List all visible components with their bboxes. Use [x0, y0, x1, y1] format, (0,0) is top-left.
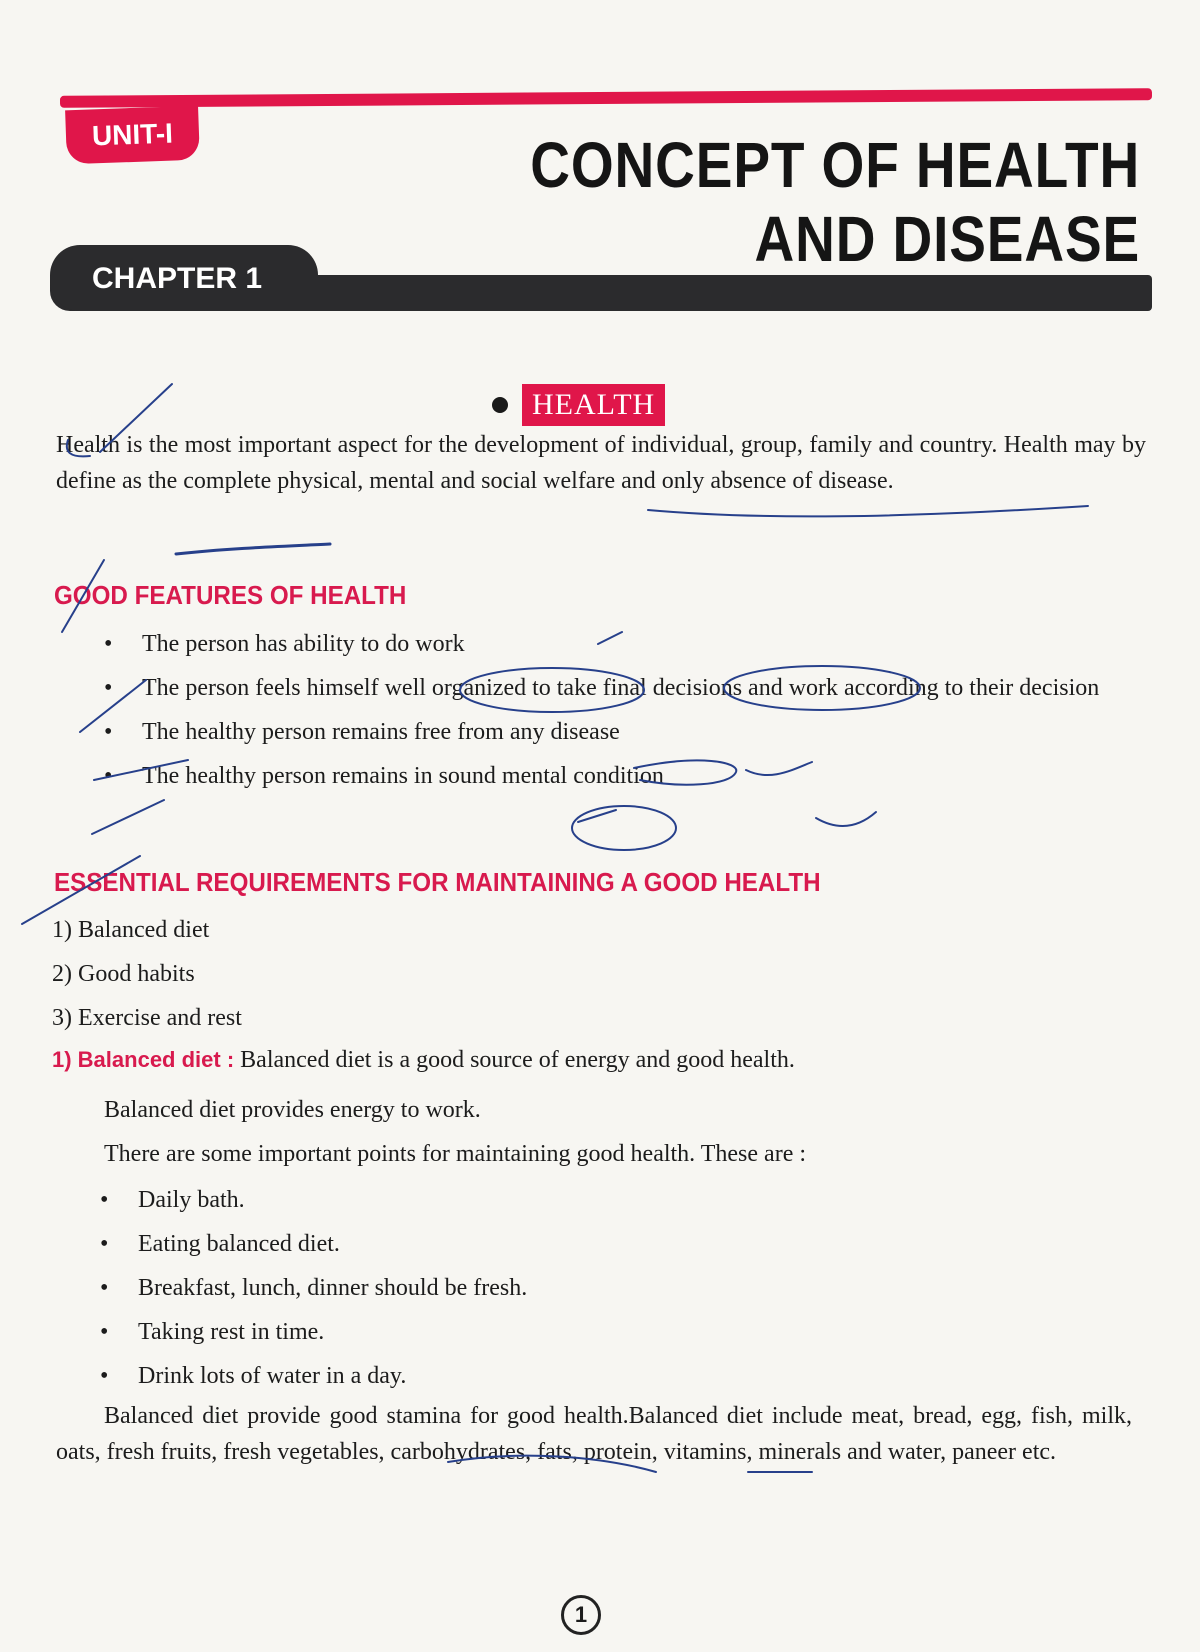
tick-mark	[67, 440, 90, 456]
chapter-badge: CHAPTER 1	[50, 245, 318, 311]
list-item: • Eating balanced diet.	[138, 1226, 1038, 1262]
handwritten-marks	[22, 384, 1088, 1472]
list-item: • Drink lots of water in a day.	[138, 1358, 1038, 1394]
pen-stroke	[22, 856, 140, 924]
section-label: HEALTH	[522, 384, 665, 426]
page-number: 1	[561, 1595, 601, 1635]
circle-mark	[634, 760, 736, 784]
list-item: 1) Balanced diet	[52, 917, 210, 943]
bullet-icon: •	[100, 1231, 109, 1257]
bullet-icon: •	[100, 1319, 109, 1345]
list-item: • Taking rest in time.	[138, 1314, 1038, 1350]
chapter-title-line-1: CONCEPT OF HEALTH	[530, 129, 1140, 201]
balanced-diet-line-2: Balanced diet provides energy to work.	[104, 1097, 481, 1123]
balanced-diet-line-3: There are some important points for maintaining good health. These are :	[104, 1141, 807, 1167]
list-item: • The healthy person remains in sound mental condition	[142, 758, 1142, 794]
list-item: 3) Exercise and rest	[52, 1005, 242, 1031]
good-features-heading: GOOD FEATURES OF HEALTH	[54, 580, 407, 610]
list-item: • Daily bath.	[138, 1182, 1038, 1218]
requirements-heading: ESSENTIAL REQUIREMENTS FOR MAINTAINING A GOOD HEALTH	[54, 867, 821, 897]
closing-paragraph: Balanced diet provide good stamina for good health.Balanced diet include meat, bread, egg, fish, milk, oats, fresh fruits, fresh vegetables, carbohydrates, fats, protein, vitamins, minerals and water, paneer etc.	[56, 1403, 1132, 1465]
balanced-diet-text: Balanced diet is a good source of energy and good health.	[240, 1047, 795, 1073]
bullet-icon: •	[100, 1363, 109, 1389]
tick-mark	[746, 762, 812, 775]
circle-mark	[572, 806, 676, 850]
bullet-icon: •	[104, 719, 113, 745]
circle-mark	[724, 666, 920, 710]
pen-stroke	[80, 680, 146, 732]
underline-mark	[648, 506, 1088, 516]
chapter-title-line-2: AND DISEASE	[754, 203, 1140, 275]
circle-mark	[460, 668, 644, 712]
balanced-diet-title: 1) Balanced diet :	[52, 1047, 235, 1072]
tick-mark	[598, 632, 622, 644]
bullet-icon: •	[104, 675, 113, 701]
bullet-icon: •	[100, 1275, 109, 1301]
pen-stroke	[92, 800, 164, 834]
unit-badge: UNIT-I	[65, 106, 200, 165]
list-item: • Breakfast, lunch, dinner should be fresh.	[138, 1270, 1038, 1306]
pen-stroke	[94, 760, 188, 780]
intro-paragraph: Health is the most important aspect for the development of individual, group, family and country. Health may by define as the complete physical, mental and social welfare and only absence of disease.	[56, 432, 1146, 494]
pen-stroke	[100, 384, 172, 452]
bullet-icon: •	[100, 1187, 109, 1213]
bullet-icon: •	[104, 631, 113, 657]
tick-mark	[816, 812, 876, 826]
list-item: • The person has ability to do work	[142, 626, 1142, 662]
strike-mark	[578, 810, 616, 822]
list-item: 2) Good habits	[52, 961, 195, 987]
underline-mark	[448, 1456, 656, 1472]
underline-mark	[176, 544, 330, 554]
bullet-icon: •	[104, 763, 113, 789]
pen-stroke	[62, 560, 104, 632]
list-item: • The person feels himself well organized to take final decisions and work according to their decision	[142, 670, 1142, 706]
list-item: • The healthy person remains free from any disease	[142, 714, 1142, 750]
